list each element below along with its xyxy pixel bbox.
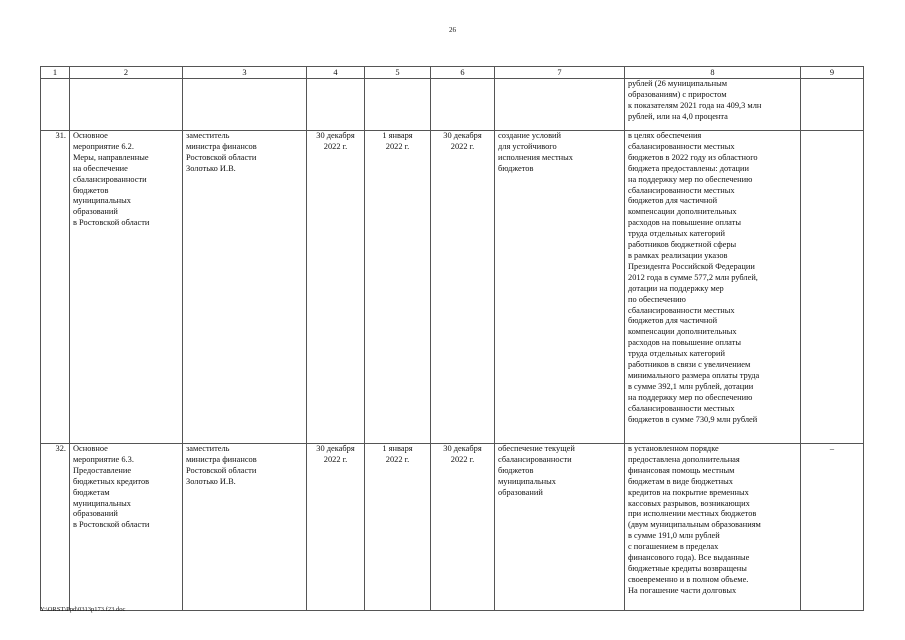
row-number-cell [41, 79, 70, 131]
actual-result-cell: в установленном порядке предоставлена дополнительная финансовая помощь местным бюджетам в виде бюджетных кредитов на покрытие временных кассовых разрывов, возникающих при исполнении местных бюджетов (двум муниципальным образованиям в сумме 191,0 млн рублей с погашением в пределах финансового года). Все выданные бюджетные кредиты возвращены своевременно и в полном объеме. На погашение части долговых [625, 444, 801, 611]
responsible-cell: заместитель министра финансов Ростовской области Золотько И.В. [183, 131, 307, 444]
deviation-cell: – [801, 444, 864, 611]
table-row [41, 444, 864, 611]
planned-result-cell: создание условий для устойчивого исполнения местных бюджетов [495, 131, 625, 444]
actual-result-cell: в целях обеспечения сбалансированности местных бюджетов в 2022 году из областного бюджета предоставлены: дотации на поддержку мер по обеспечению сбалансированности местных бюджетов для частичной компенсации дополнительных расходов на повышение оплаты труда отдельных категорий работников бюджетной сферы в рамках реализации указов Президента Российской Федерации 2012 года в сумме 577,2 млн рублей, дотации на поддержку мер по обеспечению сбалансированности местных бюджетов для частичной компенсации дополнительных расходов на повышение оплаты труда отдельных категорий работников в связи с увеличением минимального размера оплаты труда в сумме 392,1 млн рублей, дотации на поддержку мер по обеспечению сбалансированности местных бюджетов в сумме 730,9 млн рублей [625, 131, 801, 444]
report-table [40, 66, 864, 611]
row-number-cell: 32. [41, 444, 70, 611]
page-number: 26 [449, 26, 456, 34]
actual-end-cell: 30 декабря 2022 г. [431, 444, 495, 611]
event-cell: Основное мероприятие 6.2. Меры, направленные на обеспечение сбалансированности бюджетов муниципальных образований в Ростовской области [70, 131, 183, 444]
responsible-cell [183, 79, 307, 131]
event-cell: Основное мероприятие 6.3. Предоставление бюджетных кредитов бюджетам муниципальных образований в Ростовской области [70, 444, 183, 611]
actual-start-cell: 1 января 2022 г. [365, 444, 431, 611]
planned-end-cell [307, 79, 365, 131]
actual-end-cell: 30 декабря 2022 г. [431, 131, 495, 444]
deviation-cell [801, 79, 864, 131]
event-cell [70, 79, 183, 131]
column-header: 5 [365, 67, 431, 79]
planned-result-cell: обеспечение текущей сбалансированности бюджетов муниципальных образований [495, 444, 625, 611]
table-row-continuation [41, 79, 864, 131]
actual-result-cell: рублей (26 муниципальным образованиям) с приростом к показателям 2021 года на 409,3 млн рублей, или на 4,0 процента [625, 79, 801, 131]
responsible-cell: заместитель министра финансов Ростовской области Золотько И.В. [183, 444, 307, 611]
column-header: 2 [70, 67, 183, 79]
row-number-cell: 31. [41, 131, 70, 444]
deviation-cell [801, 131, 864, 444]
column-header: 7 [495, 67, 625, 79]
planned-end-cell: 30 декабря 2022 г. [307, 131, 365, 444]
document-file-path: Y:\ORST\Ppd\0313p173.f23.doc [40, 606, 126, 613]
column-header: 8 [625, 67, 801, 79]
table-row [41, 131, 864, 444]
column-header: 6 [431, 67, 495, 79]
actual-start-cell: 1 января 2022 г. [365, 131, 431, 444]
actual-start-cell [365, 79, 431, 131]
column-header: 1 [41, 67, 70, 79]
column-header: 4 [307, 67, 365, 79]
column-header: 9 [801, 67, 864, 79]
planned-result-cell [495, 79, 625, 131]
planned-end-cell: 30 декабря 2022 г. [307, 444, 365, 611]
column-number-row [41, 67, 864, 79]
actual-end-cell [431, 79, 495, 131]
column-header: 3 [183, 67, 307, 79]
